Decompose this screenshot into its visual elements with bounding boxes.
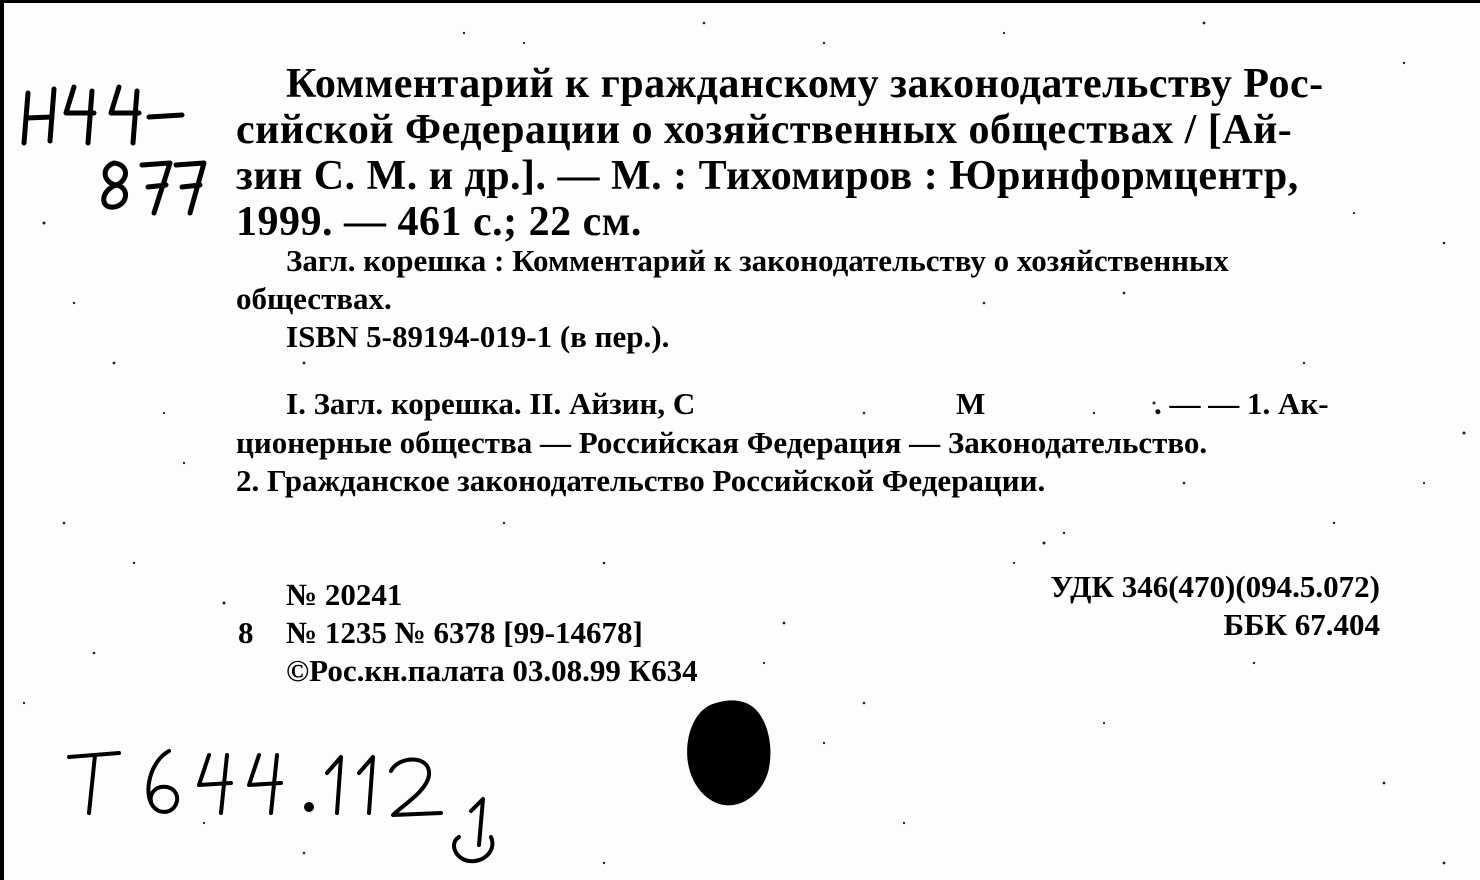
- handwritten-shelfmark-bottom: [59, 733, 529, 873]
- tracings-line-1b: М: [956, 386, 986, 421]
- bbk-code: ББК 67.404: [1223, 607, 1380, 642]
- note-spine-title: Загл. корешка : Комментарий к законодательству о хозяйственных: [286, 243, 1229, 278]
- registry-line-2: № 1235 № 6378 [99-14678]: [286, 615, 643, 650]
- note-isbn: ISBN 5-89194-019-1 (в пер.).: [286, 319, 670, 354]
- tracings-line-1c: . — — 1. Ак-: [1154, 386, 1329, 421]
- registry-prefix: 8: [238, 615, 254, 650]
- registry-number: № 20241: [286, 577, 403, 612]
- tracings-line-1a: I. Загл. корешка. II. Айзин, С: [286, 386, 696, 421]
- tracings-line-3: 2. Гражданское законодательство Российской Федерации.: [236, 463, 1046, 498]
- udk-code: УДК 346(470)(094.5.072): [1050, 569, 1380, 604]
- main-entry-line-3: зин С. М. и др.]. — М. : Тихомиров : Юринформцентр,: [236, 153, 1299, 199]
- main-entry-line-1: Комментарий к гражданскому законодательству Рос-: [286, 61, 1324, 107]
- main-entry-line-4: 1999. — 461 с.; 22 см.: [236, 199, 642, 245]
- handwritten-shelfmark-top: [14, 73, 214, 233]
- note-spine-title-cont: обществах.: [236, 281, 392, 316]
- tracings-line-2: ционерные общества — Российская Федерация — Законодательство.: [236, 425, 1208, 460]
- main-entry-line-2: сийской Федерации о хозяйственных обществах / [Ай-: [236, 107, 1293, 153]
- registry-chamber: ©Рос.кн.палата 03.08.99 К634: [286, 653, 698, 688]
